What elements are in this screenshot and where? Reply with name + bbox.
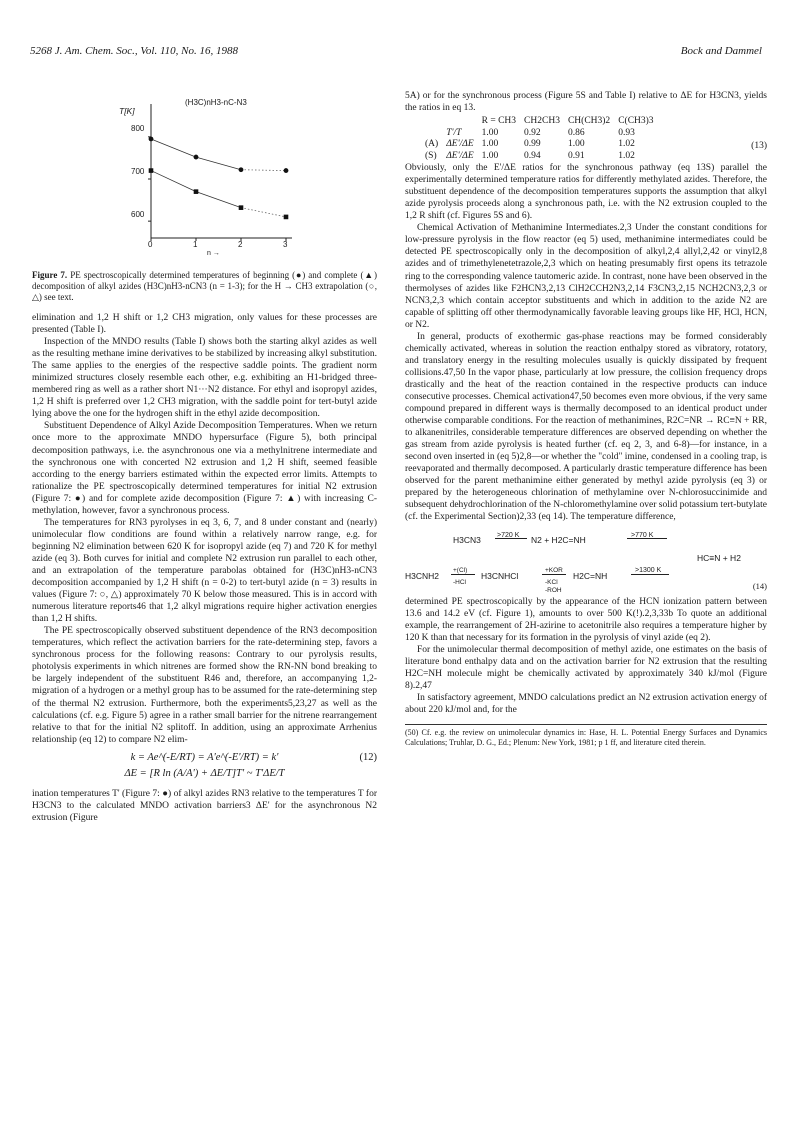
series-curve [151, 139, 241, 170]
figure-7 [119, 90, 305, 260]
extrapolation-line [241, 208, 286, 217]
equation-number: (13) [751, 141, 767, 152]
data-point [284, 215, 289, 220]
equation-14: H3CN3 >720 K N2 + H2C=NH >770 K HC≡N + H2 H3CNH2 +(Cl) -HCl H3CNHCl +KOR -KCl -ROH H2C=NH >1300 K (14) [405, 531, 767, 594]
paragraph: Inspection of the MNDO results (Table I) shows both the starting alkyl azides as well as the resulting methane imine derivatives to be stabilized by increasing alkyl substitution. The same applies to the energies of the respective saddle points. The gradient norm minimized structures closely resemble each other, e.g. exhibiting an H1-bridged three-membered ring as well as a rather short N1···N2 distance. For ethyl and isopropyl azides, 1,2 H shift is preferred over 1,2 CH3 migration, with the saddle point for tert-butyl azide lying above the one for the hydrogen shift in the ethyl azide decomposition. [32, 337, 377, 420]
y-tick-label: 800 [131, 124, 145, 133]
paragraph: The temperatures for RN3 pyrolyses in eq 3, 6, 7, and 8 under constant and (nearly) unimolecular flow conditions are found within a relatively narrow range, e.g. for beginning N2 elimination between 620 K for isopropyl azide (eq 7) and 720 K for methyl azide (eq 3). Both curves for initial and complete N2 extrusion run parallel to each other, and an extrapolation of the temperature parabolas obtained for (H3C)nH3-nCN3 decomposition accompanied by 1,2 H shift (n = 0-2) to tert-butyl azide (n = 3) results in values (Figure 7: ○, △) approximately 70 K below those measured. This is in accord with numerous literature reports46 that 1,2 alkyl migrations require higher activation energies than 1,2 H shifts. [32, 517, 377, 625]
paragraph: In satisfactory agreement, MNDO calculations predict an N2 extrusion activation energy of about 220 kJ/mol and, for the [405, 692, 767, 715]
right-column [405, 90, 767, 748]
x-tick-label: 3 [283, 240, 288, 249]
y-tick-label: 600 [131, 210, 145, 219]
equation-12-line2: ΔE = [R ln (A/A') + ΔE/T]T' ~ T'ΔE/T [124, 767, 285, 779]
paragraph: The PE spectroscopically observed substituent dependence of the RN3 decomposition temperatures, which reflect the activation barriers for the rate-determining step, favors a synchronous process for the following reasons: Contrary to our pyrolysis results, photolysis experiments in which nitrenes are formed show the RN-NN bond breaking to be largely independent of the substituent R46 and, therefore, an accompanying 1,2-migration of a hydrogen or a methyl group has to be assumed for the rate-determining step of the thermal N2 extrusion. Furthermore, both the experiments5,23,27 as well as the calculations (cf. e.g. Figure 5) agree in a rather small barrier for the nitrene rearrangement relative to that for the initial N2 splitoff. In addition, using an approximate Arrhenius relationship (eq 12) to compare N2 elim- [32, 626, 377, 745]
paragraph: ination temperatures T' (Figure 7: ●) of alkyl azides RN3 relative to the temperatures T for H3CN3 to the calculated MNDO activation barriers3 ΔE' for the asynchronous N2 extrusion (Figure [32, 788, 377, 823]
arrow [631, 574, 669, 575]
x-tick-label: 0 [148, 240, 153, 249]
extrapolation-line [241, 170, 286, 171]
left-column [32, 270, 377, 824]
equation-13 [405, 116, 767, 162]
section-paragraph: Substituent Dependence of Alkyl Azide Decomposition Temperatures. When we return once more to the approximate MNDO hypersurface (Figure 5), both principal decomposition pathways, i.e. the asynchronous one via a methylnitrene intermediate and the synchronous one with concerted N2 extrusion and 1,2 H shift, seemed feasible according to the energy barriers estimated within the expected error limits. Attempts to rationalize the PE spectroscopically determined temperatures for initial N2 extrusion (Figure 7: ●) and for complete azide decomposition (Figure 7: ▲) with increasing C-methylation, however, favor a synchronous process. [32, 421, 377, 516]
paragraph: determined PE spectroscopically by the appearance of the HCN ionization pattern between 13.6 and 14.2 eV (cf. Figure 1), amounts to over 500 K(!).2,3,33b To quote an additional example, the rearrangement of 2H-azirine to acetonitrile also requires a temperature higher by 120 K than that necessary for its formation in the pyrolysis of vinyl azide (eq 2). [405, 596, 767, 643]
arrow [542, 574, 566, 575]
series-curve [151, 171, 241, 208]
y-axis-label: T[K] [119, 106, 135, 116]
arrow [627, 538, 667, 539]
arrow [451, 574, 475, 575]
y-tick-label: 700 [131, 167, 145, 176]
paragraph: Obviously, only the E'/ΔE ratios for the synchronous pathway (eq 13S) parallel the experimentally determined temperature ratios for differently methylated azides. Therefore, the substituent dependence of the decomposition temperatures supports the assumption that alkyl azide pyrolysis proceeds along a synchronous path, i.e. with the N2 extrusion coupled to the 1,2 R shift (cf. Figures 5S and 6). [405, 163, 767, 222]
running-head-left: 5268 J. Am. Chem. Soc., Vol. 110, No. 16, 1988 [30, 45, 238, 57]
paragraph: For the unimolecular thermal decomposition of methyl azide, one estimates on the basis of literature bond enthalpy data and on the activation barrier for N2 extrusion that the resulting H2C=NH molecule might be chemically activated by approximately 340 kJ/mol (Figure 8).2,47 [405, 644, 767, 691]
section-paragraph: Chemical Activation of Methanimine Intermediates.2,3 Under the constant conditions for low-pressure pyrolysis in the flow reactor (eq 5) used, methanimine intermediates could be detected PE spectroscopically only in the decomposition of alkyl,2,4 allyl,2,42 or vinyl2,8 azides and of trimethylenetetrazole,2,3 which on heating presumably first opens its tetrazole ring to the corresponding valence tautomeric azide. In contrast, none have been observed in the thermolyses of azides like F2HCN3,2,13 ClH2CCH2N3,2,14 F3CN3,2,15 NCH2CN3,2,3 or NCN3,2,3 which contain acceptor substituents and which in addition to the azide N2 are capable of splitting off other thermodynamically favorable leaving groups like HF, HCl, HCN, or N2. [405, 223, 767, 330]
x-tick-label: 2 [238, 240, 243, 249]
paragraph: 5A) or for the synchronous process (Figure 5S and Table I) relative to ΔE for H3CN3, yields the ratios in eq 13. [405, 91, 767, 114]
data-point [194, 189, 199, 194]
data-point [149, 137, 154, 142]
paragraph: In general, products of exothermic gas-phase reactions may be formed considerably chemically activated, whereas in solution the reaction enthalpy stored as vibratory, rotatory, and translatory energy in the resulting molecules usually is quickly dissipated by frequent collisions.47,50 In the vapor phase, particularly at low pressure, the collision frequency drops drastically and the heat of the reaction contained in the respective products can induce consecutive processes. Chemical activation47,50 becomes even more obvious, if the very same compound prepared in different ways is thermally decomposed to an identical product under otherwise comparable conditions. For the reaction of methanimines, R2C=NR → RC≡N + RR, to alkanenitriles, considerable temperature differences are observed depending on whether the gas stream from azide pyrolysis is heated further (cf. eq 2, 3, and 6-8)—for instance, in a second oven inserted in (eq 5)2,8—or whether the "cold" imine, condensed in a cooling trap, is reevaporated and thermally decomposed. A particularly drastic temperature difference has been observed for the parent methanimine either generated by methyl azide pyrolysis (eq 3) or prepared by the heterogeneous chlorination of methylamine over N-chlorosuccinimide and subsequent dehydrochlorination of the N-chloromethylamine over solid potassium tert-butylate (cf. the Experimental Section)2,33 (eq 14). The temperature difference, [405, 331, 767, 523]
paragraph: elimination and 1,2 H shift or 1,2 CH3 migration, only values for these processes are presented (Table I). [32, 313, 377, 336]
running-head-right: Bock and Dammel [680, 45, 762, 57]
arrow [495, 538, 527, 539]
figure-7-chart [125, 90, 305, 258]
figure-title: (H3C)nH3-nC-N3 [185, 98, 247, 107]
ratio-table: R = CH3 CH2CH3 CH(CH3)2 C(CH3)3 T'/T 1.00 0.92 0.86 0.93 (A) ΔE'/ΔE 1.00 0.99 1.00 1.02 (S) ΔE'/ΔE 1.00 0.94 0.91 1.02 [425, 116, 654, 161]
data-point [194, 155, 199, 160]
data-point [239, 205, 244, 210]
data-point [239, 167, 244, 172]
equation-12: k = Ae^(-E/RT) = A'e^(-E'/RT) = k' (12) [130, 751, 377, 763]
x-tick-label: 1 [193, 240, 198, 249]
footnote-50: (50) Cf. e.g. the review on unimolecular dynamics in: Hase, H. L. Potential Energy Surfaces and Dynamics Calculations; Truhlar, D. G., Ed.; Plenum: New York, 1981; p 1 ff, and literature cited therein. [405, 724, 767, 748]
x-axis-label: n → [207, 250, 220, 257]
data-point [149, 168, 154, 173]
data-point [284, 168, 289, 173]
figure-caption: Figure 7. PE spectroscopically determined temperatures of beginning (●) and complete (▲) decomposition of alkyl azides (H3C)nH3-nCN3 (n = 1-3); for the H → CH3 extrapolation (○, △) see text. [32, 270, 377, 302]
